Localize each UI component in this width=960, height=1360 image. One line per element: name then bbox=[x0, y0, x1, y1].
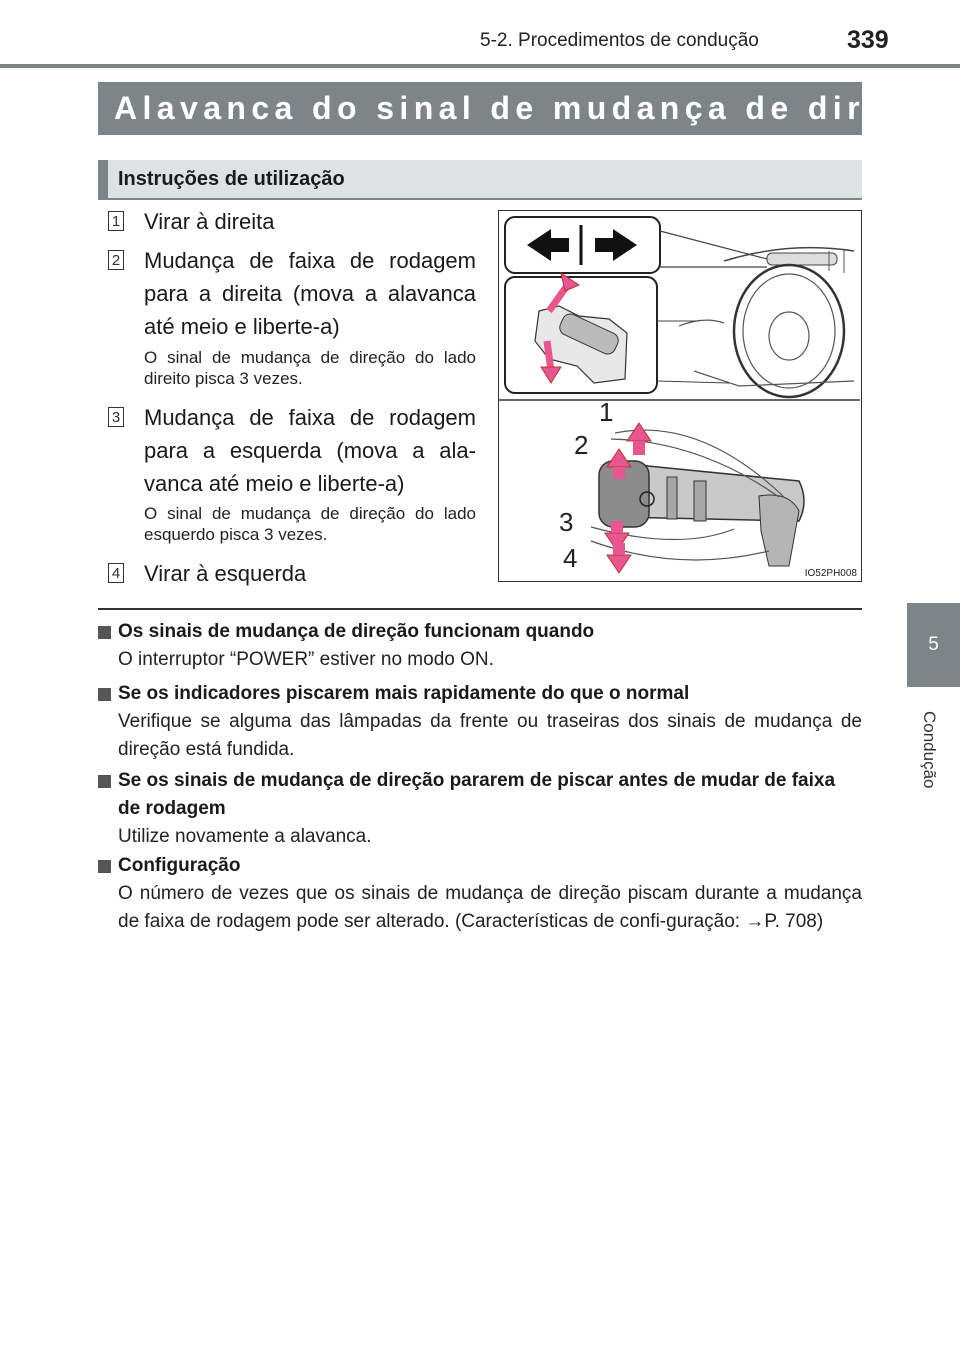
chapter-label: Condução bbox=[920, 711, 939, 789]
note-heading: Os sinais de mudança de direção funcionam quando bbox=[98, 618, 862, 646]
note-body: O interruptor “POWER” estiver no modo ON. bbox=[118, 649, 494, 670]
step-number: 2 bbox=[108, 250, 124, 270]
callout-4: 4 bbox=[563, 543, 578, 573]
step-text: Mudança de faixa de rodagem para a direita (mova a alavanca até meio e liberte-a) bbox=[144, 248, 476, 339]
note-body: Verifique se alguma das lâmpadas da frente ou traseiras dos sinais de mudança de direção está fundida. bbox=[118, 711, 862, 760]
figure-code: IO52PH008 bbox=[804, 568, 857, 579]
callout-1: 1 bbox=[599, 397, 614, 427]
header-divider bbox=[0, 64, 960, 68]
note-heading: Configuração bbox=[98, 852, 862, 880]
callout-3: 3 bbox=[559, 507, 574, 537]
note-item bbox=[98, 680, 862, 764]
note-heading: Se os indicadores piscarem mais rapidamente do que o normal bbox=[98, 680, 862, 708]
turn-signal-lever-illustration bbox=[498, 210, 862, 582]
step-number: 4 bbox=[108, 563, 124, 583]
step-number: 3 bbox=[108, 407, 124, 427]
note-body: Utilize novamente a alavanca. bbox=[118, 826, 372, 847]
step-note: O sinal de mudança de direção do lado esquerdo pisca 3 vezes. bbox=[144, 504, 476, 544]
page-number: 339 bbox=[847, 26, 889, 54]
note-heading: Se os sinais de mudança de direção pararem de piscar antes de mudar de faixa de rodagem bbox=[98, 767, 862, 823]
lever-diagram bbox=[499, 211, 860, 580]
section-divider bbox=[98, 608, 862, 610]
step-text: Mudança de faixa de rodagem para a esquerda (mova a ala-vanca até meio e liberte-a) bbox=[144, 405, 476, 496]
chapter-number: 5 bbox=[928, 634, 939, 655]
steering-wheel bbox=[734, 265, 844, 397]
note-item bbox=[98, 852, 862, 936]
note-item bbox=[98, 618, 862, 674]
note-body: O número de vezes que os sinais de mudança de direção piscam durante a mudança de faixa de rodagem pode ser alterado. (Características de confi-guração: →P. 708) bbox=[118, 883, 862, 932]
section-subheading: Instruções de utilização bbox=[98, 160, 862, 200]
running-header-section: 5-2. Procedimentos de condução bbox=[480, 30, 759, 51]
step-number: 1 bbox=[108, 211, 124, 231]
step-note: O sinal de mudança de direção do lado direito pisca 3 vezes. bbox=[144, 348, 476, 388]
callout-2: 2 bbox=[574, 430, 589, 460]
chapter-tab[interactable] bbox=[907, 603, 960, 687]
step-text: Virar à esquerda bbox=[144, 561, 307, 586]
note-item bbox=[98, 767, 862, 851]
page-title: Alavanca do sinal de mudança de direção bbox=[98, 82, 862, 135]
step-text: Virar à direita bbox=[144, 209, 275, 234]
